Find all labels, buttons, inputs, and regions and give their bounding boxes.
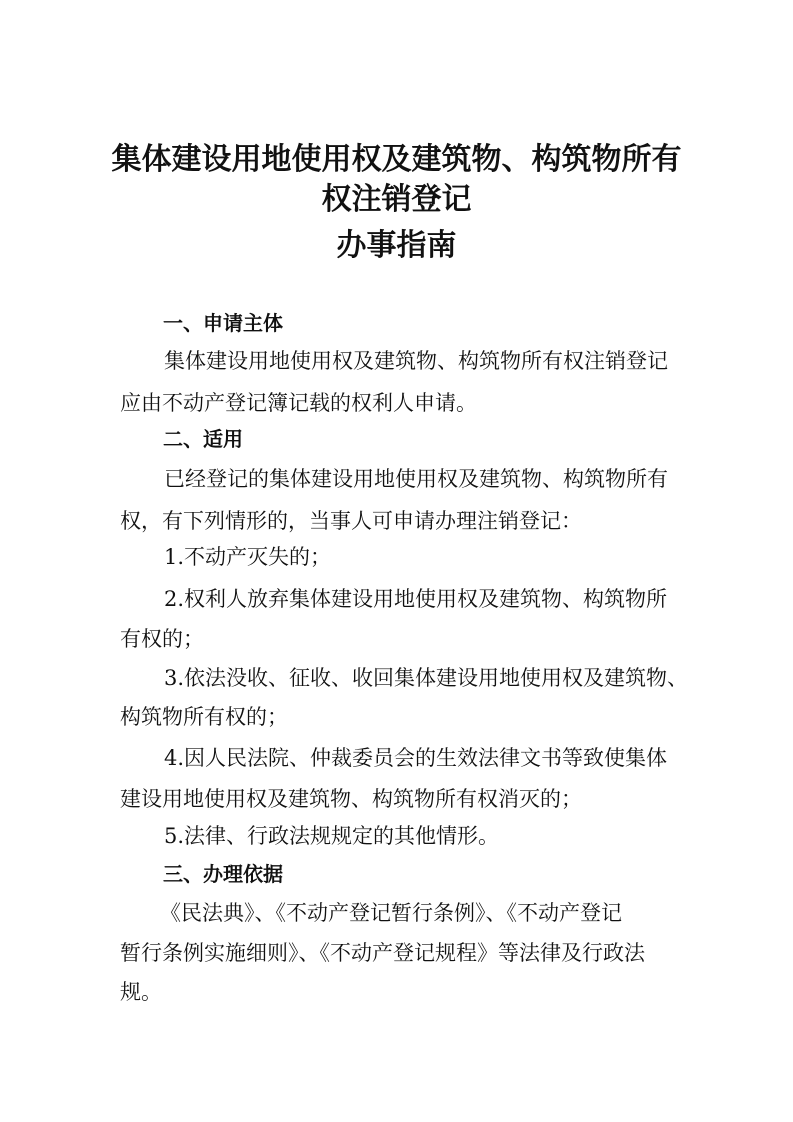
section-heading-applicant: 一、申请主体 — [163, 311, 283, 335]
list-item-continuation: 建设用地使用权及建筑物、构筑物所有权消灭的； — [120, 787, 582, 811]
document-title-line-3: 办事指南 — [336, 228, 457, 263]
list-item: 2.权利人放弃集体建设用地使用权及建筑物、构筑物所 — [164, 587, 668, 611]
paragraph-line: 已经登记的集体建设用地使用权及建筑物、构筑物所有 — [164, 467, 668, 491]
document-title-line-2: 权注销登记 — [321, 182, 472, 217]
paragraph-line: 集体建设用地使用权及建筑物、构筑物所有权注销登记 — [164, 349, 668, 373]
list-item: 5.法律、行政法规规定的其他情形。 — [164, 824, 500, 848]
section-heading-applicability: 二、适用 — [163, 427, 243, 451]
list-item: 4.因人民法院、仲裁委员会的生效法律文书等致使集体 — [164, 746, 668, 770]
section-heading-legal-basis: 三、办理依据 — [163, 862, 283, 886]
list-item-continuation: 构筑物所有权的； — [120, 705, 288, 729]
list-item: 1.不动产灭失的； — [164, 545, 332, 569]
list-item: 3.依法没收、征收、收回集体建设用地使用权及建筑物、 — [164, 666, 689, 690]
paragraph-line: 规。 — [120, 980, 162, 1004]
paragraph-line: 应由不动产登记簿记载的权利人申请。 — [120, 391, 477, 415]
paragraph-line: 《民法典》、《不动产登记暂行条例》、《不动产登记 — [160, 901, 622, 925]
list-item-continuation: 有权的； — [120, 627, 204, 651]
paragraph-line: 暂行条例实施细则》、《不动产登记规程》等法律及行政法 — [120, 941, 645, 965]
document-title-line-1: 集体建设用地使用权及建筑物、构筑物所有 — [111, 142, 682, 177]
paragraph-line: 权，有下列情形的，当事人可申请办理注销登记： — [120, 509, 582, 533]
